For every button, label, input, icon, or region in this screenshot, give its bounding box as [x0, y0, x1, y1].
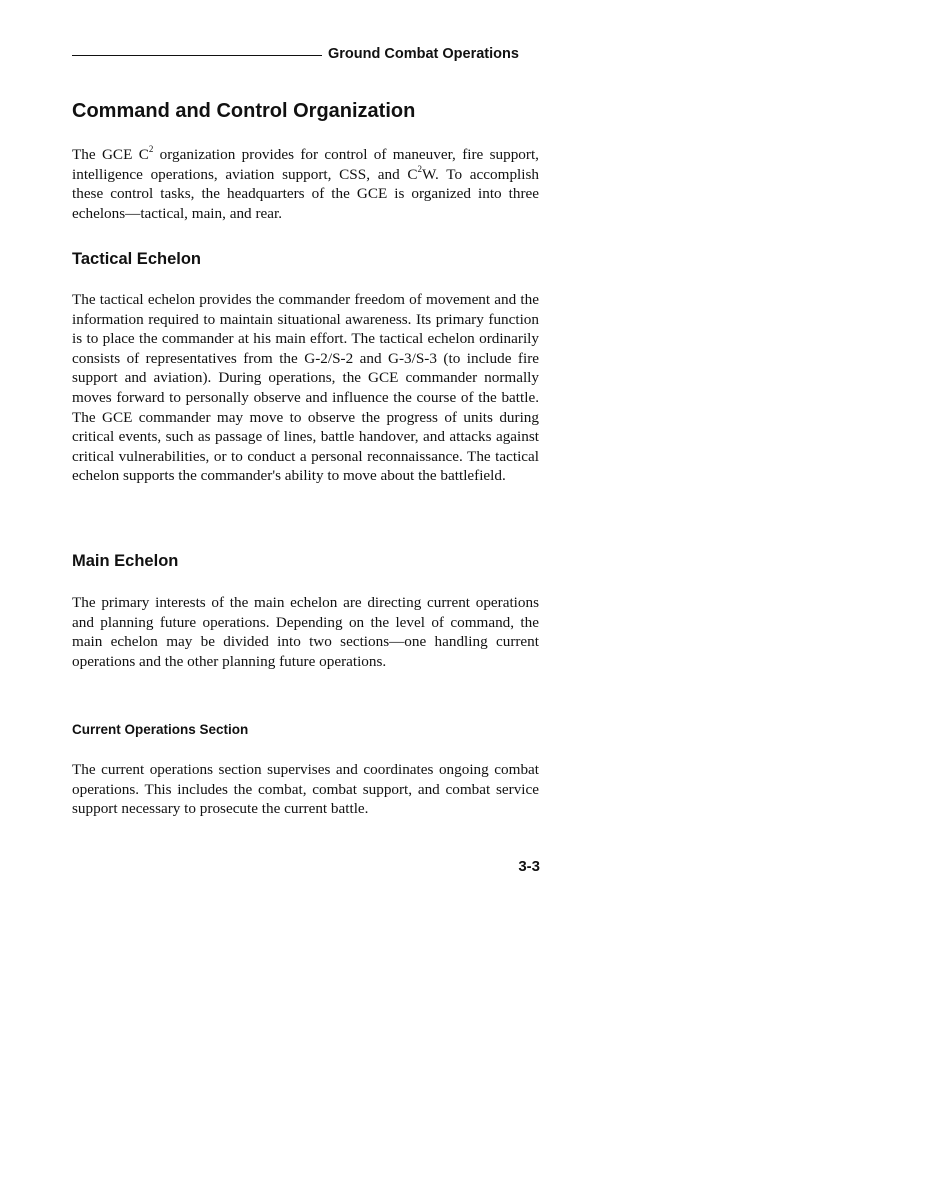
- section-heading-command-control: Command and Control Organization: [72, 100, 416, 122]
- superscript-2: 2: [148, 143, 154, 154]
- tactical-echelon-paragraph: The tactical echelon provides the commander freedom of movement and the information required to maintain situational awareness. Its primary function is to place the commander at his main effort. The tactical echelon ordinarily consists of representatives from the G-2/S-2 and G-3/S-3 (to include fire support and aviation). During operations, the GCE commander normally moves forward to personally observe and influence the course of the battle. The GCE commander may move to observe the progress of units during critical events, such as passage of lines, battle handover, and attacks against critical vulnerabilities, or to conduct a personal reconnaissance. The tactical echelon supports the commander's ability to move about the battlefield.: [72, 291, 539, 485]
- running-head-title: Ground Combat Operations: [328, 46, 519, 62]
- main-echelon-paragraph: The primary interests of the main echelon are directing current operations and planning future operations. Depending on the level of command, the main echelon may be divided into two sections—one handling current operations and the other planning future operations.: [72, 594, 539, 670]
- intro-text-2: organization provides for control of maneuver, fire support, intelligence operations, aviation support, CSS, and C: [72, 146, 539, 183]
- subheading-current-operations: Current Operations Section: [72, 722, 249, 737]
- page-number: 3-3: [518, 858, 540, 875]
- running-header: [72, 46, 542, 62]
- intro-text-3: W. To accomplish these control tasks, the headquarters of the GCE is organized into three echelons—tactical, main, and rear.: [72, 165, 539, 222]
- intro-paragraph: [72, 145, 539, 223]
- superscript-2: 2: [417, 163, 423, 174]
- subheading-main-echelon: Main Echelon: [72, 552, 179, 570]
- intro-text-1: The GCE C: [72, 146, 149, 163]
- subheading-tactical-echelon: Tactical Echelon: [72, 250, 201, 268]
- header-rule: [72, 55, 322, 56]
- current-operations-paragraph: The current operations section supervises and coordinates ongoing combat operations. This includes the combat, combat support, and combat service support necessary to prosecute the current battle.: [72, 761, 539, 818]
